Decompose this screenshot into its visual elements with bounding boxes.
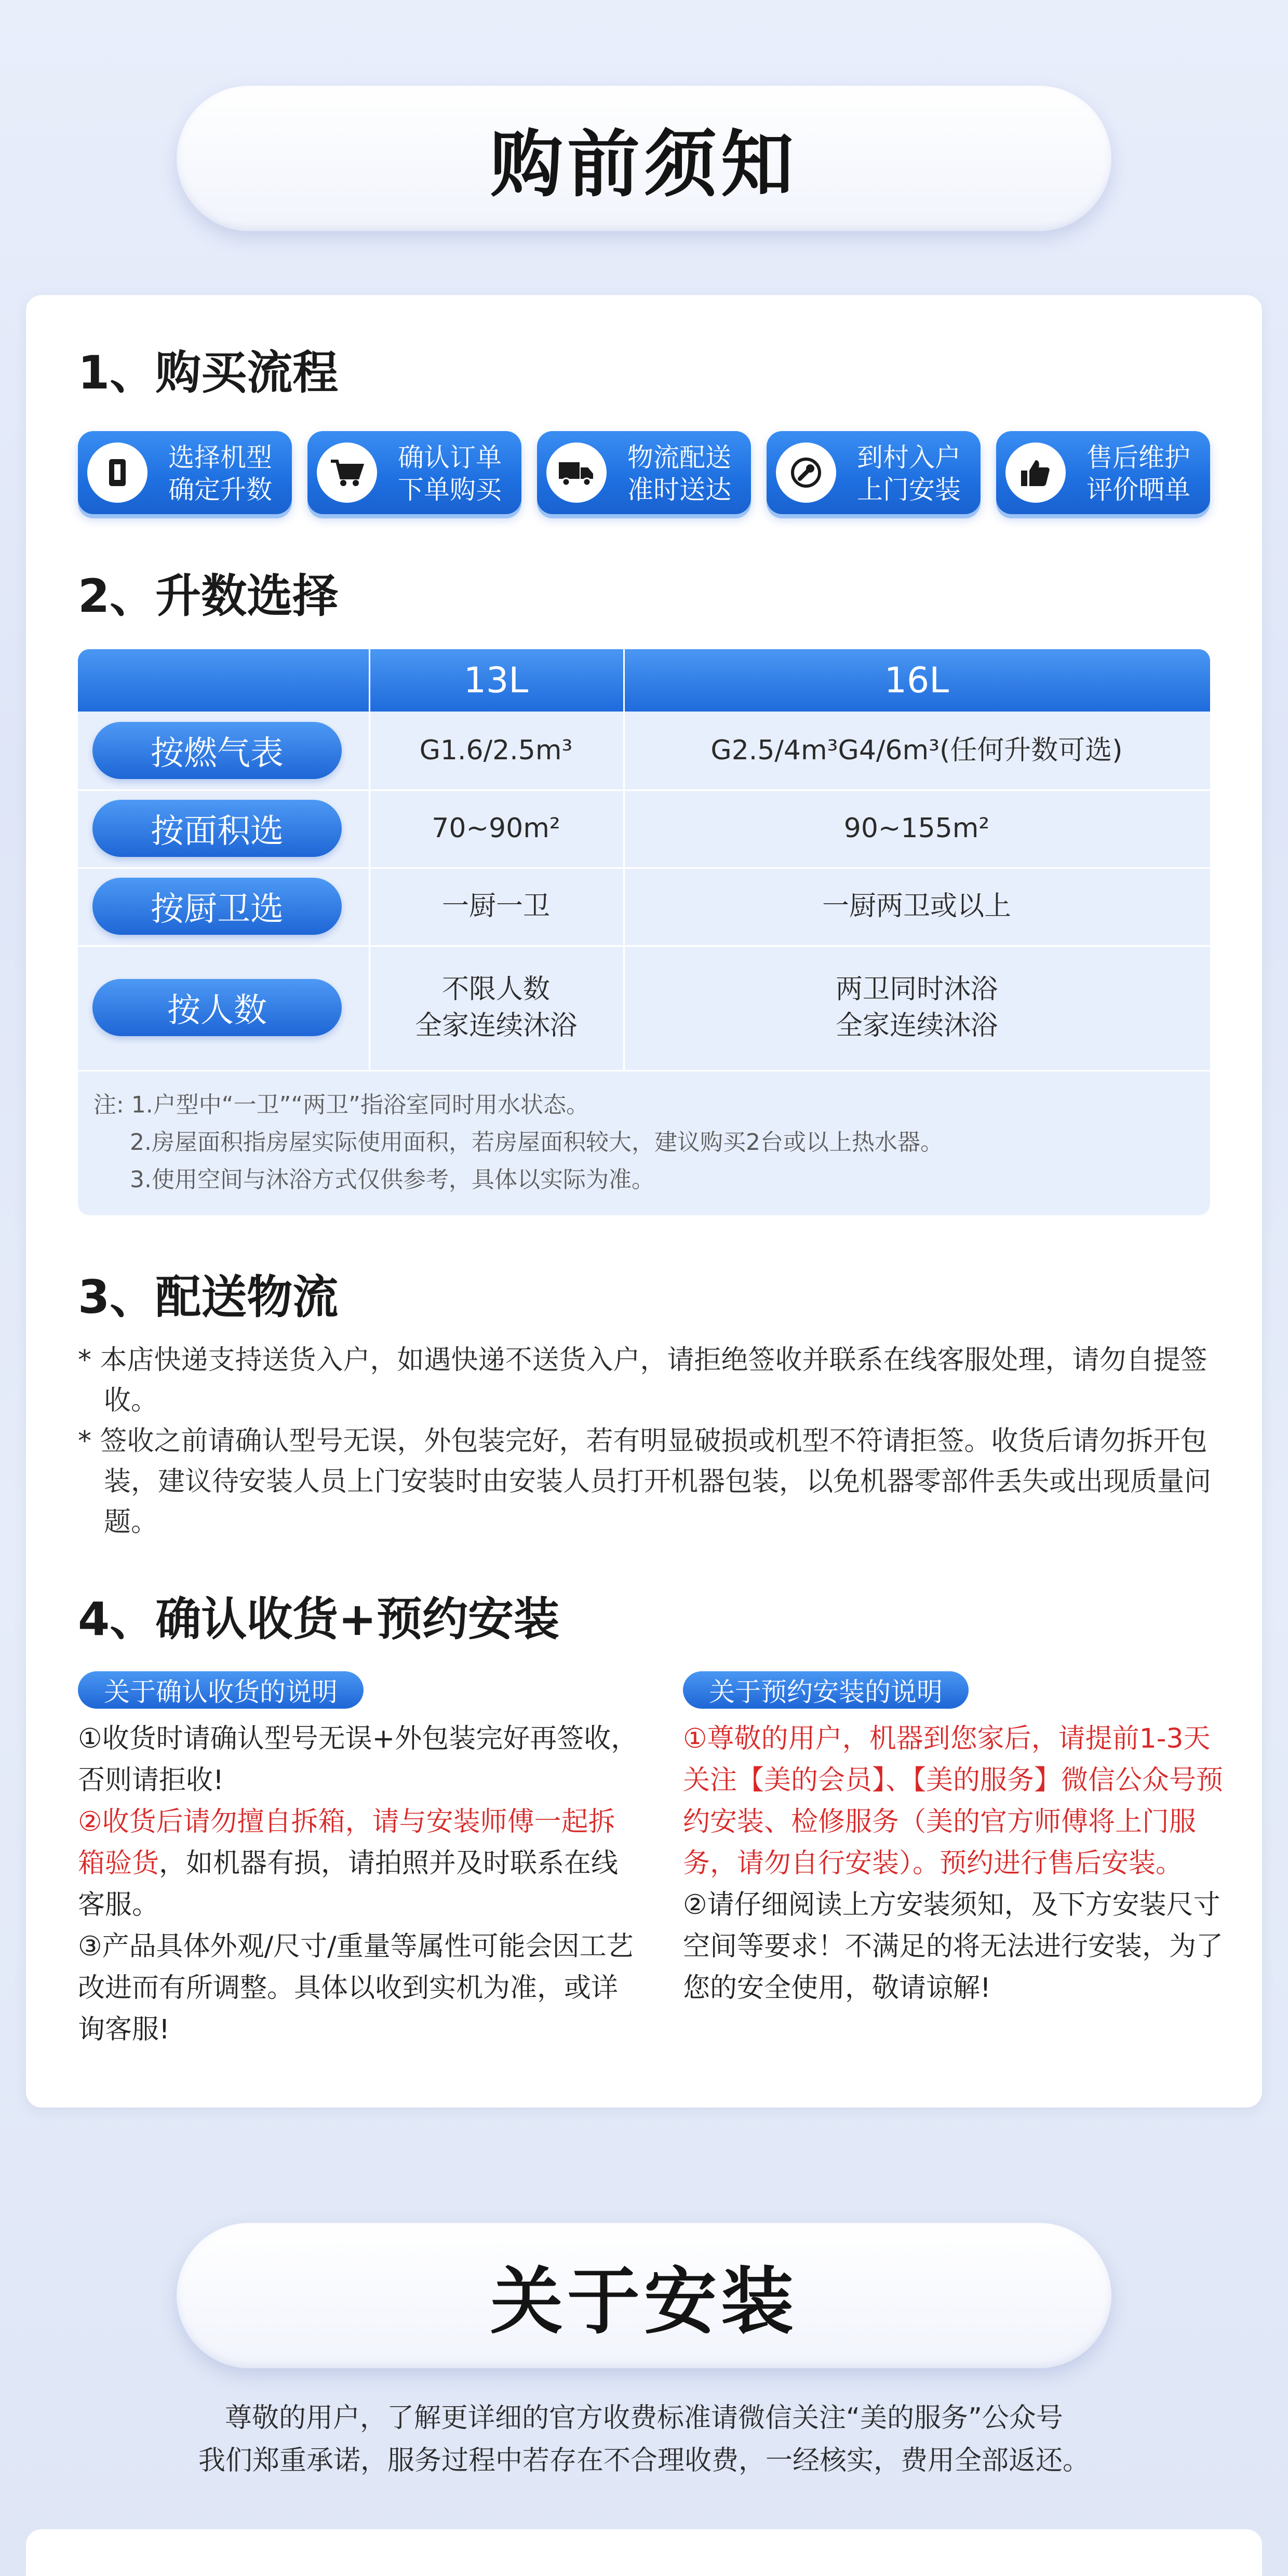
phone-icon [87,442,147,503]
receipt-note-text: ①收货时请确认型号无误+外包装完好再签收，否则请拒收! ②收货后请勿擅自拆箱，请与安装师傅一起拆箱验货，如机器有损，请拍照并及时联系在线客服。 ③产品具体外观/尺寸/重量等属性可能会因工艺改进而有所调整。具体以收到实机为准，或详询客服! [78,1723,638,2045]
process-steps [78,431,1210,514]
table-cell: G2.5/4m³G4/6m³(任何升数可选) [710,735,1123,766]
wrench-icon [776,442,836,503]
install-note-tag: 关于预约安装的说明 [683,1671,969,1709]
table-cell: 90~155m² [843,813,990,844]
table-cell: 70~90m² [432,813,560,844]
step-line2: 评价晒单 [1086,475,1190,505]
install-title: 关于安装 [490,2259,798,2344]
step-after-sales [996,431,1210,514]
install-note-text: ①尊敬的用户，机器到您家后，请提前1-3天关注【美的会员】、【美的服务】微信公众号预约安装、检修服务（美的官方师傅将上门服务，请勿自行安装）。预约进行售后安装。 ②请仔细阅读上方安装须知，及下方安装尺寸空间等要求！不满足的将无法进行安装，为了您的安全使用，敬请谅解! [683,1723,1224,2004]
section-2-title: 2、升数选择 [78,569,339,623]
table-cell: G1.6/2.5m³ [419,735,573,766]
step-line1: 售后维护 [1086,442,1190,473]
column-13l: 13L [463,660,529,701]
table-cell: 一厨两卫或以上 [822,891,1011,922]
install-line-2: 我们郑重承诺，服务过程中若存在不合理收费，一经核实，费用全部返还。 [198,2445,1090,2476]
step-line1: 物流配送 [627,442,731,473]
logistics-item: * 本店快递支持送货入户，如遇快递不送货入户，请拒绝签收并联系在线客服处理，请勿自提签收。 [78,1345,1208,1416]
step-choose-model [78,431,292,514]
row-label-people: 按人数 [92,979,342,1036]
row-label-kitchen-bath: 按厨卫选 [92,878,342,935]
cart-icon [317,442,377,503]
section-3-title: 3、配送物流 [78,1270,339,1324]
logistics-item: * 签收之前请确认型号无误，外包装完好，若有明显破损或机型不符请拒签。收货后请勿拆开包装，建议待安装人员上门安装时由安装人员打开机器包装，以免机器零部件丢失或出现质量问题。 [78,1426,1212,1538]
step-line2: 准时送达 [627,475,731,505]
section-1-title: 1、购买流程 [78,346,339,399]
column-16l: 16L [884,660,949,701]
row-label-gas-meter: 按燃气表 [92,722,342,779]
step-install [767,431,981,514]
table-cell: 一厨一卫 [441,891,550,922]
step-line1: 到村入户 [857,442,961,473]
table-cell: 两卫同时沐浴 全家连续沐浴 [835,974,998,1041]
step-logistics [537,431,751,514]
step-line2: 确定升数 [168,475,272,505]
truck-icon [546,442,607,503]
table-header [78,649,1210,712]
install-line-1: 尊敬的用户，了解更详细的官方收费标准请微信关注“美的服务”公众号 [225,2403,1063,2434]
thumbs-up-icon [1005,442,1066,503]
step-line2: 下单购买 [398,475,502,505]
main-card [26,295,1262,2108]
page-title-pill [177,86,1111,231]
table-cell: 不限人数 全家连续沐浴 [414,974,577,1041]
table-notes: 注: 1.户型中“一卫”“两卫”指浴室同时用水状态。 2.房屋面积指房屋实际使用面积，若房屋面积较大，建议购买2台或以上热水器。 3.使用空间与沐浴方式仅供参考，具体以实际为准。 [93,1092,943,1193]
row-label-area: 按面积选 [92,800,342,857]
step-line1: 选择机型 [168,442,272,473]
page-title: 购前须知 [490,122,798,207]
step-line2: 上门安装 [857,475,961,505]
install-title-pill [177,2223,1111,2368]
step-confirm-order [307,431,521,514]
step-line1: 确认订单 [398,442,502,473]
section-4-title: 4、确认收货+预约安装 [78,1592,559,1646]
receipt-note-tag: 关于确认收货的说明 [78,1671,364,1709]
capacity-table [78,649,1210,1215]
logistics-text [78,1340,1220,1542]
bottom-card [26,2529,1262,2576]
